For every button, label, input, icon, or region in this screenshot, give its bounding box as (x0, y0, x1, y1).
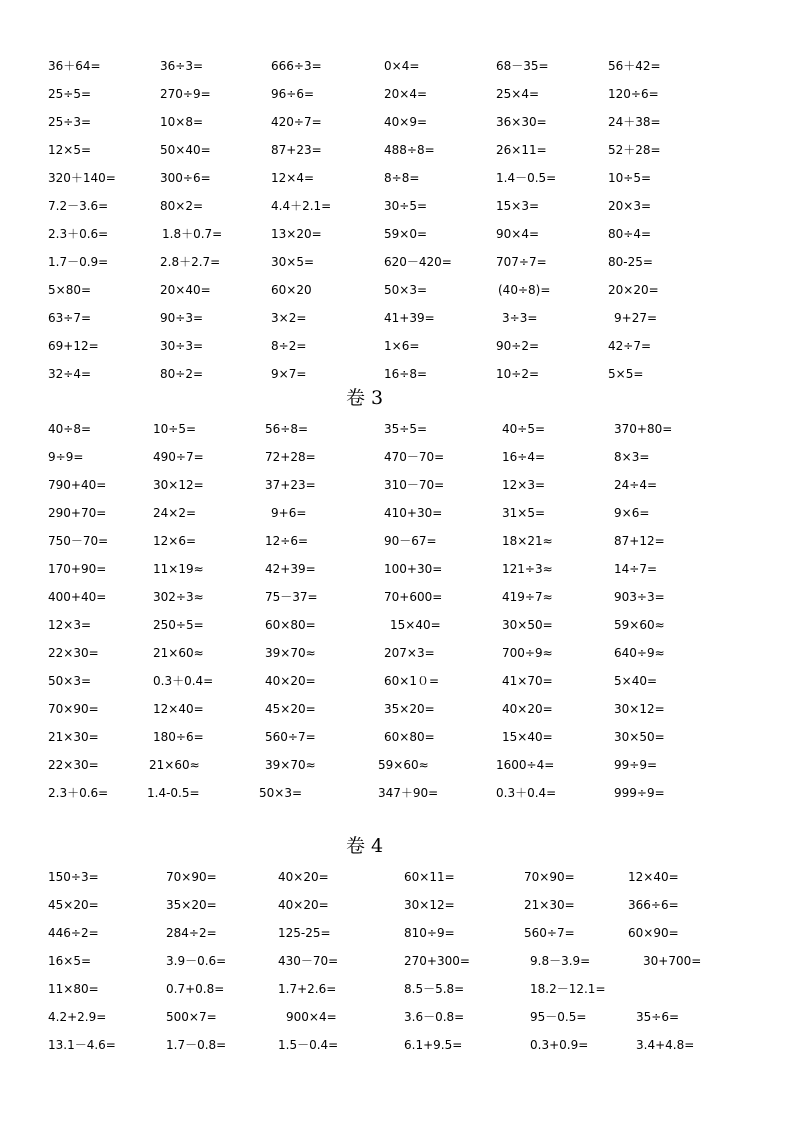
arithmetic-problem: (40÷8)= (498, 283, 551, 297)
arithmetic-problem: 24÷4= (614, 478, 658, 492)
arithmetic-problem: 70×90= (48, 702, 99, 716)
problem-row (0, 896, 794, 918)
arithmetic-problem: 12÷6= (265, 534, 309, 548)
arithmetic-problem: 419÷7≈ (502, 590, 553, 604)
arithmetic-problem: 270+300= (404, 954, 470, 968)
arithmetic-problem: 40×20= (502, 702, 553, 716)
arithmetic-problem: 125-25= (278, 926, 331, 940)
arithmetic-problem: 39×70≈ (265, 758, 316, 772)
arithmetic-problem: 3÷3= (502, 311, 538, 325)
arithmetic-problem: 9÷9= (48, 450, 84, 464)
arithmetic-problem: 9×7= (271, 367, 307, 381)
arithmetic-problem: 45×20= (265, 702, 316, 716)
arithmetic-problem: 69+12= (48, 339, 99, 353)
arithmetic-problem: 80÷4= (608, 227, 652, 241)
arithmetic-problem: 25×4= (496, 87, 540, 101)
section-4-title: 卷 4 (346, 835, 384, 857)
arithmetic-problem: 2.8＋2.7= (160, 255, 221, 269)
arithmetic-problem: 1.5－0.4= (278, 1038, 339, 1052)
problem-row (0, 448, 794, 470)
arithmetic-problem: 500×7= (166, 1010, 217, 1024)
arithmetic-problem: 0.3＋0.4= (153, 674, 214, 688)
arithmetic-problem: 12×3= (48, 618, 92, 632)
arithmetic-problem: 16×5= (48, 954, 92, 968)
arithmetic-problem: 16÷4= (502, 450, 546, 464)
arithmetic-problem: 30÷3= (160, 339, 204, 353)
problem-row (0, 420, 794, 442)
arithmetic-problem: 41×70= (502, 674, 553, 688)
section-3-title: 卷 3 (346, 387, 384, 409)
problem-row (0, 868, 794, 890)
arithmetic-problem: 80×2= (160, 199, 204, 213)
problem-row (0, 616, 794, 638)
problem-row (0, 1008, 794, 1030)
arithmetic-problem: 80-25= (608, 255, 653, 269)
arithmetic-problem: 40×20= (278, 870, 329, 884)
arithmetic-problem: 9+27= (614, 311, 658, 325)
arithmetic-problem: 36÷3= (160, 59, 204, 73)
problem-row (0, 672, 794, 694)
arithmetic-problem: 90×4= (496, 227, 540, 241)
arithmetic-problem: 30×50= (502, 618, 553, 632)
arithmetic-problem: 4.2+2.9= (48, 1010, 107, 1024)
arithmetic-problem: 100+30= (384, 562, 443, 576)
arithmetic-problem: 35÷5= (384, 422, 428, 436)
arithmetic-problem: 5×5= (608, 367, 644, 381)
arithmetic-problem: 1.8＋0.7= (162, 227, 223, 241)
arithmetic-problem: 3.6－0.8= (404, 1010, 465, 1024)
arithmetic-problem: 12×5= (48, 143, 92, 157)
arithmetic-problem: 21×30= (524, 898, 575, 912)
arithmetic-problem: 24＋38= (608, 115, 661, 129)
arithmetic-problem: 170+90= (48, 562, 107, 576)
problem-row (0, 952, 794, 974)
arithmetic-problem: 420÷7= (271, 115, 322, 129)
arithmetic-problem: 700÷9≈ (502, 646, 553, 660)
problem-row (0, 924, 794, 946)
arithmetic-problem: 32÷4= (48, 367, 92, 381)
arithmetic-problem: 50×3= (384, 283, 428, 297)
arithmetic-problem: 99÷9= (614, 758, 658, 772)
arithmetic-problem: 50×3= (48, 674, 92, 688)
arithmetic-problem: 9×6= (614, 506, 650, 520)
arithmetic-problem: 60×1０= (384, 674, 440, 688)
arithmetic-problem: 10÷5= (153, 422, 197, 436)
problem-row (0, 532, 794, 554)
arithmetic-problem: 30×50= (614, 730, 665, 744)
arithmetic-problem: 12×40= (153, 702, 204, 716)
arithmetic-problem: 31×5= (502, 506, 546, 520)
arithmetic-problem: 310－70= (384, 478, 445, 492)
arithmetic-problem: 400+40= (48, 590, 107, 604)
arithmetic-problem: 50×3= (259, 786, 303, 800)
arithmetic-problem: 20×20= (608, 283, 659, 297)
arithmetic-problem: 68－35= (496, 59, 549, 73)
arithmetic-problem: 290+70= (48, 506, 107, 520)
arithmetic-problem: 8÷2= (271, 339, 307, 353)
arithmetic-problem: 52＋28= (608, 143, 661, 157)
arithmetic-problem: 207×3= (384, 646, 435, 660)
arithmetic-problem: 903÷3= (614, 590, 665, 604)
arithmetic-problem: 2.3＋0.6= (48, 227, 109, 241)
arithmetic-problem: 2.3＋0.6= (48, 786, 109, 800)
arithmetic-problem: 410+30= (384, 506, 443, 520)
arithmetic-problem: 121÷3≈ (502, 562, 553, 576)
arithmetic-problem: 900×4= (286, 1010, 337, 1024)
arithmetic-problem: 1.7－0.9= (48, 255, 109, 269)
arithmetic-problem: 16÷8= (384, 367, 428, 381)
arithmetic-problem: 1.7－0.8= (166, 1038, 227, 1052)
arithmetic-problem: 180÷6= (153, 730, 204, 744)
arithmetic-problem: 0.3＋0.4= (496, 786, 557, 800)
arithmetic-problem: 42+39= (265, 562, 316, 576)
arithmetic-problem: 10÷2= (496, 367, 540, 381)
arithmetic-problem: 6.1+9.5= (404, 1038, 463, 1052)
problem-row (0, 85, 794, 107)
arithmetic-problem: 0.3+0.9= (530, 1038, 589, 1052)
arithmetic-problem: 0×4= (384, 59, 420, 73)
arithmetic-problem: 5×80= (48, 283, 92, 297)
arithmetic-problem: 1×6= (384, 339, 420, 353)
arithmetic-problem: 40×20= (265, 674, 316, 688)
arithmetic-problem: 35×20= (166, 898, 217, 912)
arithmetic-problem: 11×19≈ (153, 562, 204, 576)
arithmetic-problem: 284÷2= (166, 926, 217, 940)
arithmetic-problem: 707÷7= (496, 255, 547, 269)
arithmetic-problem: 366÷6= (628, 898, 679, 912)
arithmetic-problem: 320＋140= (48, 171, 116, 185)
arithmetic-problem: 15×40= (390, 618, 441, 632)
arithmetic-problem: 1600÷4= (496, 758, 555, 772)
arithmetic-problem: 60×80= (384, 730, 435, 744)
arithmetic-problem: 96÷6= (271, 87, 315, 101)
arithmetic-problem: 347＋90= (378, 786, 439, 800)
arithmetic-problem: 1.4－0.5= (496, 171, 557, 185)
problem-row (0, 560, 794, 582)
arithmetic-problem: 60×80= (265, 618, 316, 632)
problem-row (0, 365, 794, 387)
arithmetic-problem: 488÷8= (384, 143, 435, 157)
arithmetic-problem: 15×3= (496, 199, 540, 213)
arithmetic-problem: 300÷6= (160, 171, 211, 185)
arithmetic-problem: 120÷6= (608, 87, 659, 101)
arithmetic-problem: 7.2－3.6= (48, 199, 109, 213)
arithmetic-problem: 21×60≈ (153, 646, 204, 660)
arithmetic-problem: 36＋64= (48, 59, 101, 73)
arithmetic-problem: 22×30= (48, 758, 99, 772)
arithmetic-problem: 666÷3= (271, 59, 322, 73)
arithmetic-problem: 1.7+2.6= (278, 982, 337, 996)
arithmetic-problem: 42÷7= (608, 339, 652, 353)
problem-row (0, 756, 794, 778)
arithmetic-problem: 999÷9= (614, 786, 665, 800)
arithmetic-problem: 3×2= (271, 311, 307, 325)
arithmetic-problem: 56＋42= (608, 59, 661, 73)
arithmetic-problem: 11×80= (48, 982, 99, 996)
problem-row (0, 476, 794, 498)
arithmetic-problem: 250÷5= (153, 618, 204, 632)
problem-row (0, 57, 794, 79)
arithmetic-problem: 370+80= (614, 422, 673, 436)
arithmetic-problem: 60×90= (628, 926, 679, 940)
problem-row (0, 141, 794, 163)
arithmetic-problem: 30×5= (271, 255, 315, 269)
arithmetic-problem: 87+23= (271, 143, 322, 157)
arithmetic-problem: 39×70≈ (265, 646, 316, 660)
arithmetic-problem: 87+12= (614, 534, 665, 548)
arithmetic-problem: 70×90= (166, 870, 217, 884)
arithmetic-problem: 63÷7= (48, 311, 92, 325)
arithmetic-problem: 45×20= (48, 898, 99, 912)
arithmetic-problem: 26×11= (496, 143, 547, 157)
problem-row (0, 197, 794, 219)
arithmetic-problem: 60×11= (404, 870, 455, 884)
arithmetic-problem: 70×90= (524, 870, 575, 884)
arithmetic-problem: 13×20= (271, 227, 322, 241)
arithmetic-problem: 40×20= (278, 898, 329, 912)
arithmetic-problem: 41+39= (384, 311, 435, 325)
arithmetic-problem: 18.2－12.1= (530, 982, 606, 996)
arithmetic-problem: 10÷5= (608, 171, 652, 185)
arithmetic-problem: 790+40= (48, 478, 107, 492)
arithmetic-problem: 35×20= (384, 702, 435, 716)
arithmetic-problem: 56÷8= (265, 422, 309, 436)
arithmetic-problem: 90÷3= (160, 311, 204, 325)
arithmetic-problem: 8×3= (614, 450, 650, 464)
problem-row (0, 281, 794, 303)
arithmetic-problem: 750－70= (48, 534, 109, 548)
arithmetic-problem: 30×12= (614, 702, 665, 716)
arithmetic-problem: 12×40= (628, 870, 679, 884)
arithmetic-problem: 302÷3≈ (153, 590, 204, 604)
arithmetic-problem: 72+28= (265, 450, 316, 464)
arithmetic-problem: 12×3= (502, 478, 546, 492)
arithmetic-problem: 3.9－0.6= (166, 954, 227, 968)
arithmetic-problem: 640÷9≈ (614, 646, 665, 660)
arithmetic-problem: 36×30= (496, 115, 547, 129)
problem-row (0, 784, 794, 806)
arithmetic-problem: 150÷3= (48, 870, 99, 884)
arithmetic-problem: 5×40= (614, 674, 658, 688)
problem-row (0, 644, 794, 666)
arithmetic-problem: 59×60≈ (614, 618, 665, 632)
arithmetic-problem: 430－70= (278, 954, 339, 968)
arithmetic-problem: 21×60≈ (149, 758, 200, 772)
arithmetic-problem: 18×21≈ (502, 534, 553, 548)
arithmetic-problem: 490÷7= (153, 450, 204, 464)
arithmetic-problem: 30÷5= (384, 199, 428, 213)
problem-row (0, 225, 794, 247)
problem-row (0, 309, 794, 331)
arithmetic-problem: 270÷9= (160, 87, 211, 101)
arithmetic-problem: 9.8－3.9= (530, 954, 591, 968)
arithmetic-problem: 8.5－5.8= (404, 982, 465, 996)
arithmetic-problem: 20×3= (608, 199, 652, 213)
problem-row (0, 588, 794, 610)
problem-row (0, 700, 794, 722)
arithmetic-problem: 95－0.5= (530, 1010, 587, 1024)
problem-row (0, 169, 794, 191)
arithmetic-problem: 13.1－4.6= (48, 1038, 116, 1052)
arithmetic-problem: 20×4= (384, 87, 428, 101)
problem-row (0, 253, 794, 275)
arithmetic-problem: 30×12= (153, 478, 204, 492)
arithmetic-problem: 12×6= (153, 534, 197, 548)
arithmetic-problem: 3.4+4.8= (636, 1038, 695, 1052)
arithmetic-problem: 25÷3= (48, 115, 92, 129)
arithmetic-problem: 470－70= (384, 450, 445, 464)
arithmetic-problem: 70+600= (384, 590, 443, 604)
arithmetic-problem: 446÷2= (48, 926, 99, 940)
arithmetic-problem: 0.7+0.8= (166, 982, 225, 996)
arithmetic-problem: 40×9= (384, 115, 428, 129)
arithmetic-problem: 75－37= (265, 590, 318, 604)
arithmetic-problem: 4.4＋2.1= (271, 199, 332, 213)
arithmetic-problem: 90－67= (384, 534, 437, 548)
problem-row (0, 980, 794, 1002)
arithmetic-problem: 40÷5= (502, 422, 546, 436)
problem-row (0, 1036, 794, 1058)
arithmetic-problem: 21×30= (48, 730, 99, 744)
arithmetic-problem: 14÷7= (614, 562, 658, 576)
arithmetic-problem: 10×8= (160, 115, 204, 129)
arithmetic-problem: 24×2= (153, 506, 197, 520)
arithmetic-problem: 8÷8= (384, 171, 420, 185)
arithmetic-problem: 80÷2= (160, 367, 204, 381)
problem-row (0, 337, 794, 359)
problem-row (0, 113, 794, 135)
arithmetic-problem: 90÷2= (496, 339, 540, 353)
arithmetic-problem: 59×0= (384, 227, 428, 241)
arithmetic-problem: 15×40= (502, 730, 553, 744)
arithmetic-problem: 620－420= (384, 255, 452, 269)
arithmetic-problem: 59×60≈ (378, 758, 429, 772)
problem-row (0, 504, 794, 526)
arithmetic-problem: 30+700= (643, 954, 702, 968)
arithmetic-problem: 50×40= (160, 143, 211, 157)
problem-row (0, 728, 794, 750)
arithmetic-problem: 22×30= (48, 646, 99, 660)
arithmetic-problem: 25÷5= (48, 87, 92, 101)
arithmetic-problem: 810÷9= (404, 926, 455, 940)
arithmetic-problem: 35÷6= (636, 1010, 680, 1024)
arithmetic-problem: 1.4-0.5= (147, 786, 200, 800)
arithmetic-problem: 40÷8= (48, 422, 92, 436)
arithmetic-problem: 12×4= (271, 171, 315, 185)
arithmetic-problem: 560÷7= (265, 730, 316, 744)
arithmetic-problem: 20×40= (160, 283, 211, 297)
arithmetic-problem: 37+23= (265, 478, 316, 492)
arithmetic-problem: 60×20 (271, 283, 312, 297)
arithmetic-problem: 30×12= (404, 898, 455, 912)
arithmetic-problem: 9+6= (271, 506, 307, 520)
arithmetic-problem: 560÷7= (524, 926, 575, 940)
